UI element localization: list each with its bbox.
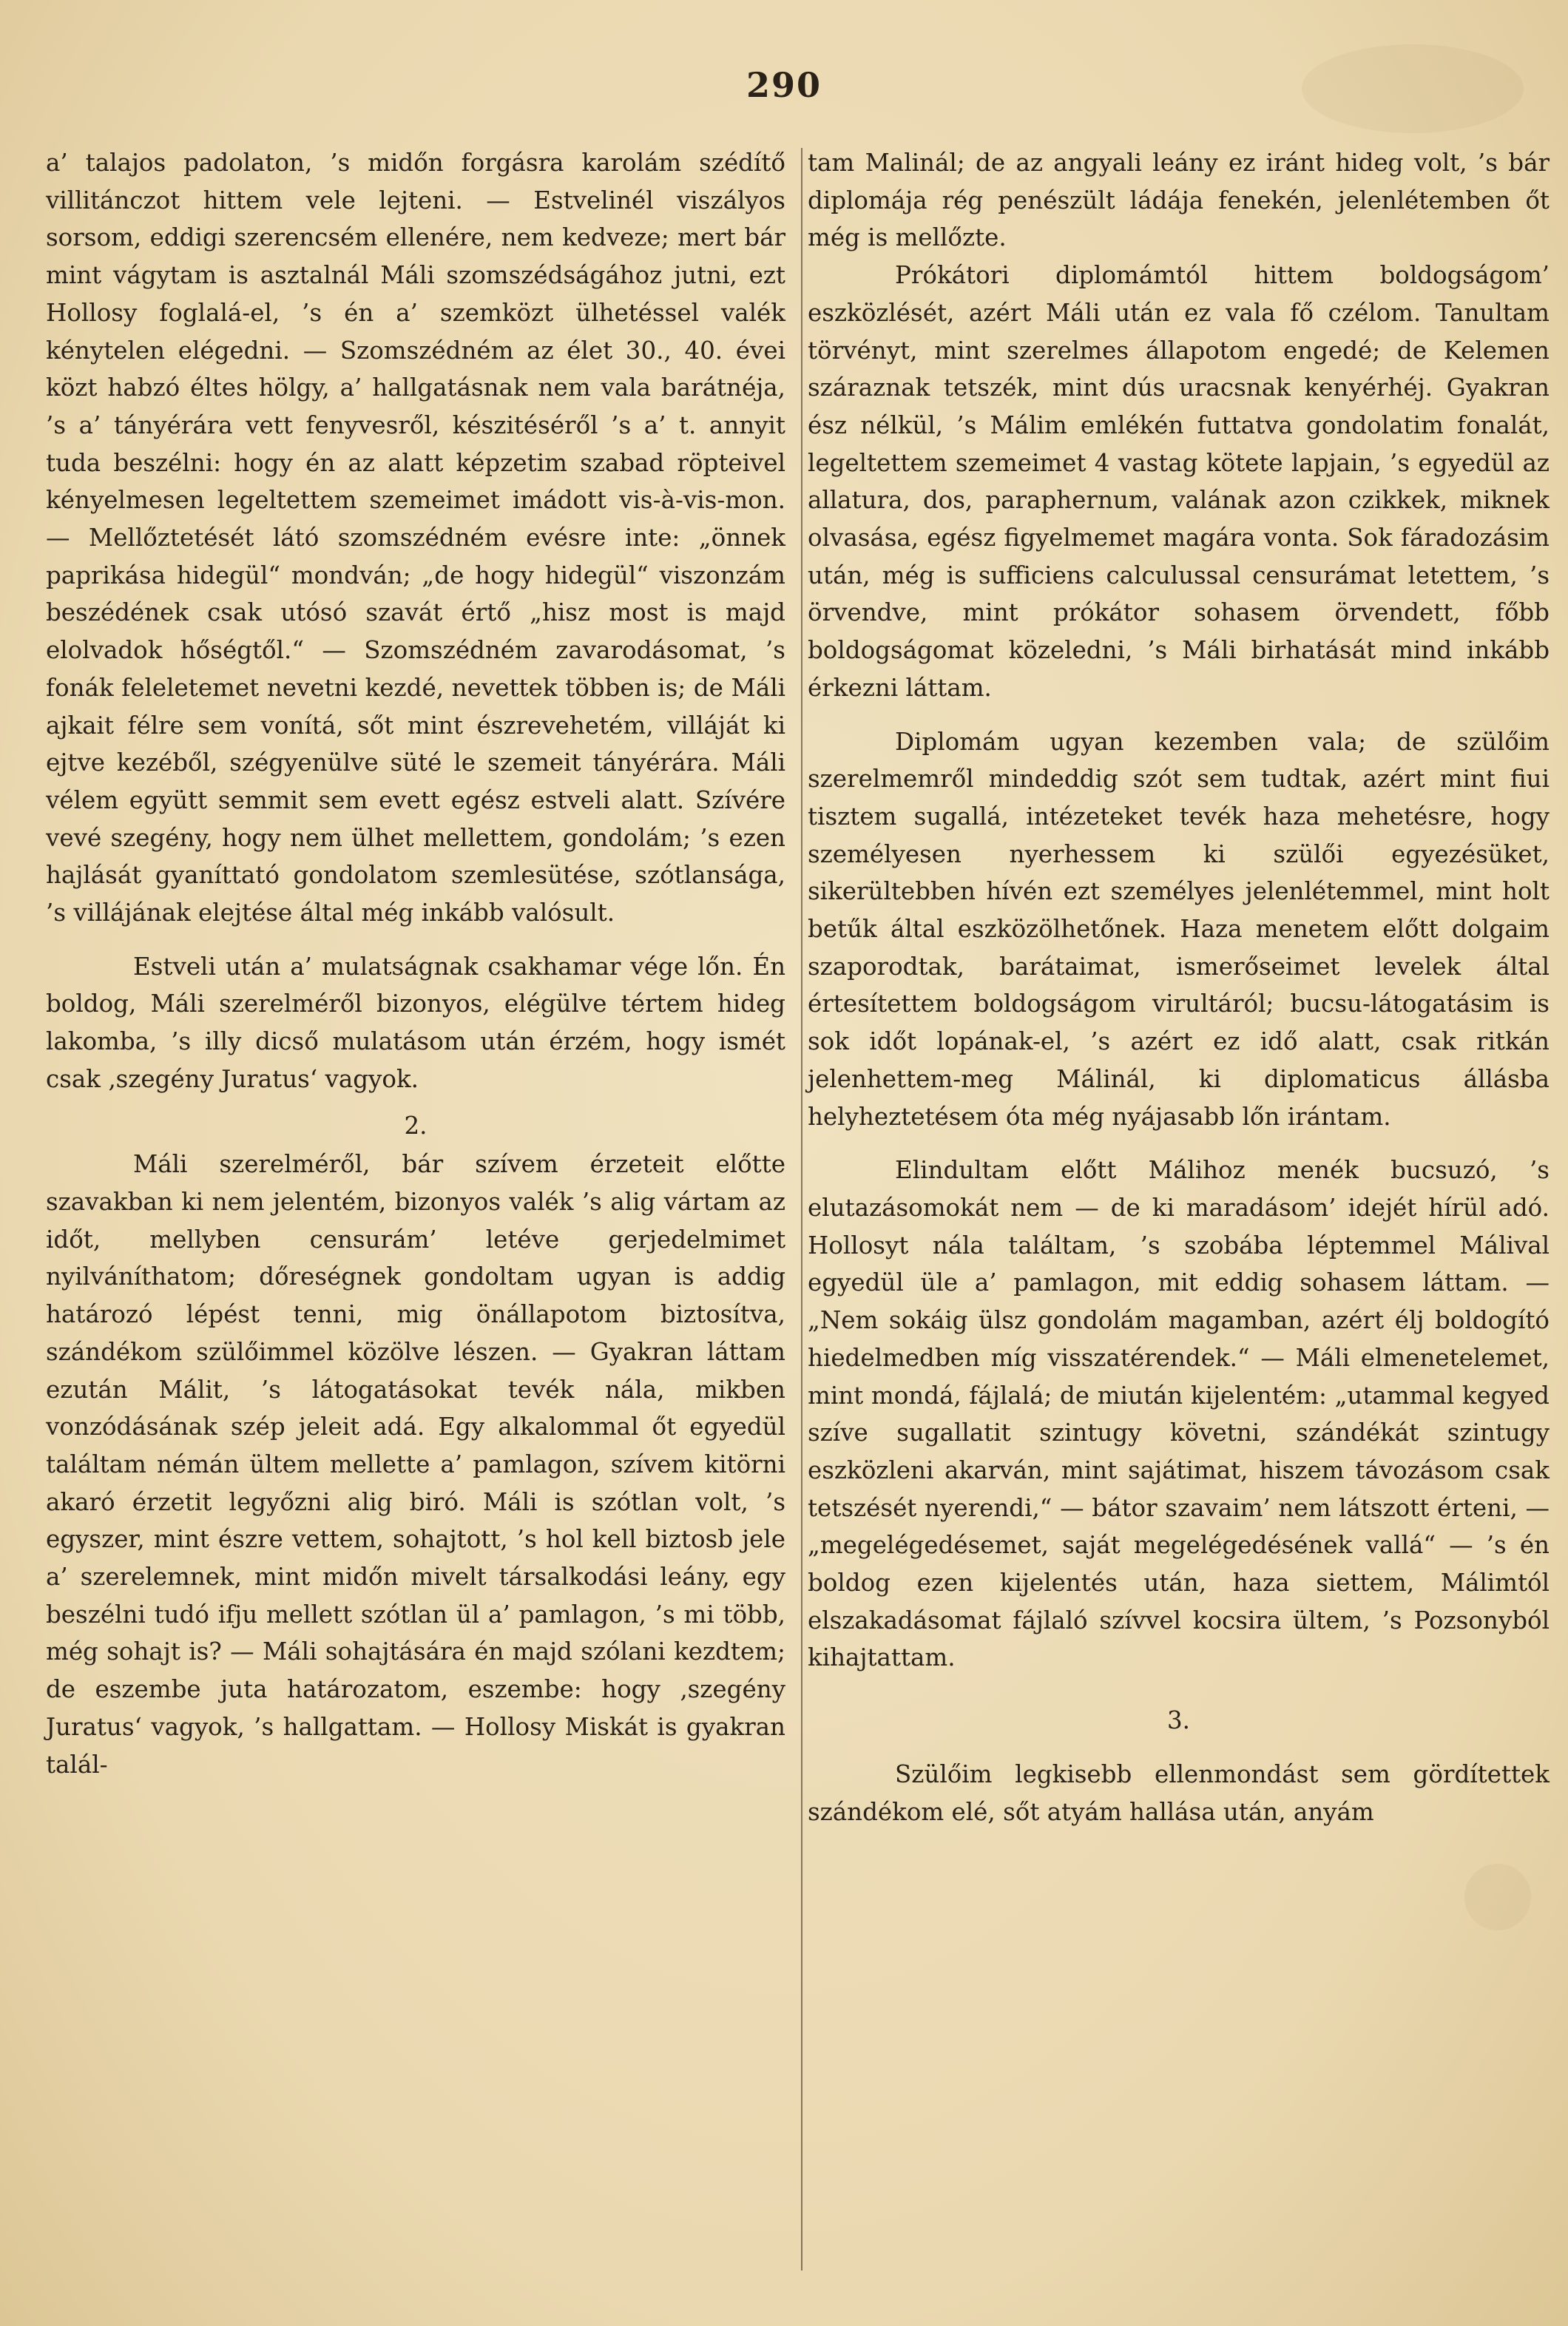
right-column (808, 144, 1550, 1830)
column-divider (801, 148, 802, 2271)
left-paragraph-2: Estveli után a’ mulatságnak csakhamar vége lőn. Én boldog, Máli szerelméről bizonyos, elégülve tértem hideg lakomba, ’s illy dicső mulatásom után érzém, hogy ismét csak ‚szegény Juratus‘ vagyok. (46, 952, 785, 1093)
section-number-2: 2. (404, 1111, 428, 1140)
left-section-paragraph: Máli szerelméről, bár szívem érzeteit előtte szavakban ki nem jelentém, bizonyos valék ’s alig vártam az időt, mellyben censurám’ letéve gerjedelmimet nyilváníthatom; dőreségnek gondoltam ugyan is addig határozó lépést tenni, mig önállapotom biztosítva, szándékom szülőimmel közölve lészen. — Gyakran láttam ezután Málit, ’s látogatásokat tevék nála, mikben vonzódásának szép jeleit adá. Egy alkalommal őt egyedül találtam némán ültem mellette a’ pamlagon, szívem kitörni akaró érzetit legyőzni alig biró. Máli is szótlan volt, ’s egyszer, mint észre vettem, sohajtott, ’s hol kell biztosb jele a’ szerelemnek, mint midőn mivelt társalkodási leány, egy beszélni tudó ifju mellett szótlan ül a’ pamlagon, ’s mi több, még sohajt is? — Máli sohajtására én majd szólani kezdtem; de eszembe juta határozatom, eszembe: hogy ‚szegény Juratus‘ vagyok, ’s hallgattam. — Hollosy Miskát is gyakran talál- (46, 1150, 785, 1779)
page-number: 290 (746, 65, 822, 105)
right-paragraph-2: Prókátori diplomámtól hittem boldogságom’ eszközlését, azért Máli után ez vala fő czélom. Tanultam törvényt, mint szerelmes állapotom engedé; de Kelemen száraznak tetszék, mint dús uracsnak kenyérhéj. Gyakran ész nélkül, ’s Málim emlékén futtatva gondolatim fonalát, legeltettem szemeimet 4 vastag kötete lapjain, ’s egyedül az allatura, dos, paraphernum, valának azon czikkek, miknek olvasása, egész figyelmemet magára vonta. Sok fáradozásim után, még is sufficiens calculussal censurámat letettem, ’s örvendve, mint prókátor sohasem örvendett, főbb boldogságomat közeledni, ’s Máli birhatását mind inkább érkezni láttam. (808, 261, 1550, 702)
right-paragraph-1: tam Malinál; de az angyali leány ez iránt hideg volt, ’s bár diplomája rég penészült ládája fenekén, jelenlétemben őt még is mellőzte. (808, 149, 1550, 252)
left-column (46, 144, 785, 1783)
section-number-3: 3. (1166, 1706, 1190, 1735)
right-section-paragraph: Szülőim legkisebb ellenmondást sem gördítettek szándékom elé, sőt atyám hallása után, anyám (808, 1759, 1550, 1826)
left-paragraph-1: a’ talajos padolaton, ’s midőn forgásra karolám szédítő villitánczot hittem vele lejteni. — Estvelinél viszályos sorsom, eddigi szerencsém ellenére, nem kedveze; mert bár mint vágytam is asztalnál Máli szomszédságához jutni, ezt Hollosy foglalá-el, ’s én a’ szemközt ülhetéssel valék kénytelen elégedni. — Szomszédném az élet 30., 40. évei közt habzó éltes hölgy, a’ hallgatásnak nem vala barátnéja, ’s a’ tányérára vett fenyvesről, készitéséről ’s a’ t. annyit tuda beszélni: hogy én az alatt képzetim szabad röpteivel kényelmesen legeltettem szemeimet imádott vis-à-vis-mon. — Mellőztetését látó szomszédném evésre inte: „önnek paprikása hidegül“ mondván; „de hogy hidegül“ viszonzám beszédének csak utósó szavát értő „hisz most is majd elolvadok hőségtől.“ — Szomszédném zavarodásomat, ’s fonák feleletemet nevetni kezdé, nevettek többen is; de Máli ajkait félre sem vonítá, sőt mint észrevehetém, villáját ki ejtve kezéből, szégyenülve süté le szemeit tányérára. Máli vélem együtt semmit sem evett egész estveli alatt. Szívére vevé szegény, hogy nem ülhet mellettem, gondolám; ’s ezen hajlását gyaníttató gondolatom szemlesütése, szótlansága, ’s villájának elejtése által még inkább valósult. (46, 149, 785, 927)
paper-stain (1464, 1864, 1531, 1930)
right-paragraph-4: Elindultam előtt Málihoz menék bucsuzó, ’s elutazásomokát nem — de ki maradásom’ idejét hírül adó. Hollosyt nála találtam, ’s szobába léptemmel Málival egyedül üle a’ pamlagon, mit eddig sohasem láttam. — „Nem sokáig ülsz gondolám magamban, azért élj boldogító hiedelmedben míg visszatérendek.“ — Máli elmenetelemet, mint mondá, fájlalá; de miután kijelentém: „utammal kegyed szíve sugallatit szintugy követni, szándékát szintugy eszközleni akarván, mint sajátimat, hiszem távozásom csak tetszését nyerendi,“ — bátor szavaim’ nem látszott érteni, — „megelégedésemet, saját megelégedésének vallá“ — ’s én boldog ezen kijelentés után, haza siettem, Málimtól elszakadásomat fájlaló szívvel kocsira ültem, ’s Pozsonyból kihajtattam. (808, 1156, 1550, 1672)
right-paragraph-3: Diplomám ugyan kezemben vala; de szülőim szerelmemről mindeddig szót sem tudtak, azért mint fiui tisztem sugallá, intézeteket tevék haza mehetésre, hogy személyesen nyerhessem ki szülői egyezésüket, sikerültebben hívén ezt személyes jelenlétemmel, mint holt betűk által eszközölhetőnek. Haza menetem előtt dolgaim szaporodtak, barátaimat, ismerőseimet levelek által értesítettem boldogságom virultáról; bucsu-látogatásim is sok időt lopának-el, ’s azért ez idő alatt, csak ritkán jelenhettem-meg Málinál, ki diplomaticus állásba helyheztetésem óta még nyájasabb lőn irántam. (808, 727, 1550, 1131)
